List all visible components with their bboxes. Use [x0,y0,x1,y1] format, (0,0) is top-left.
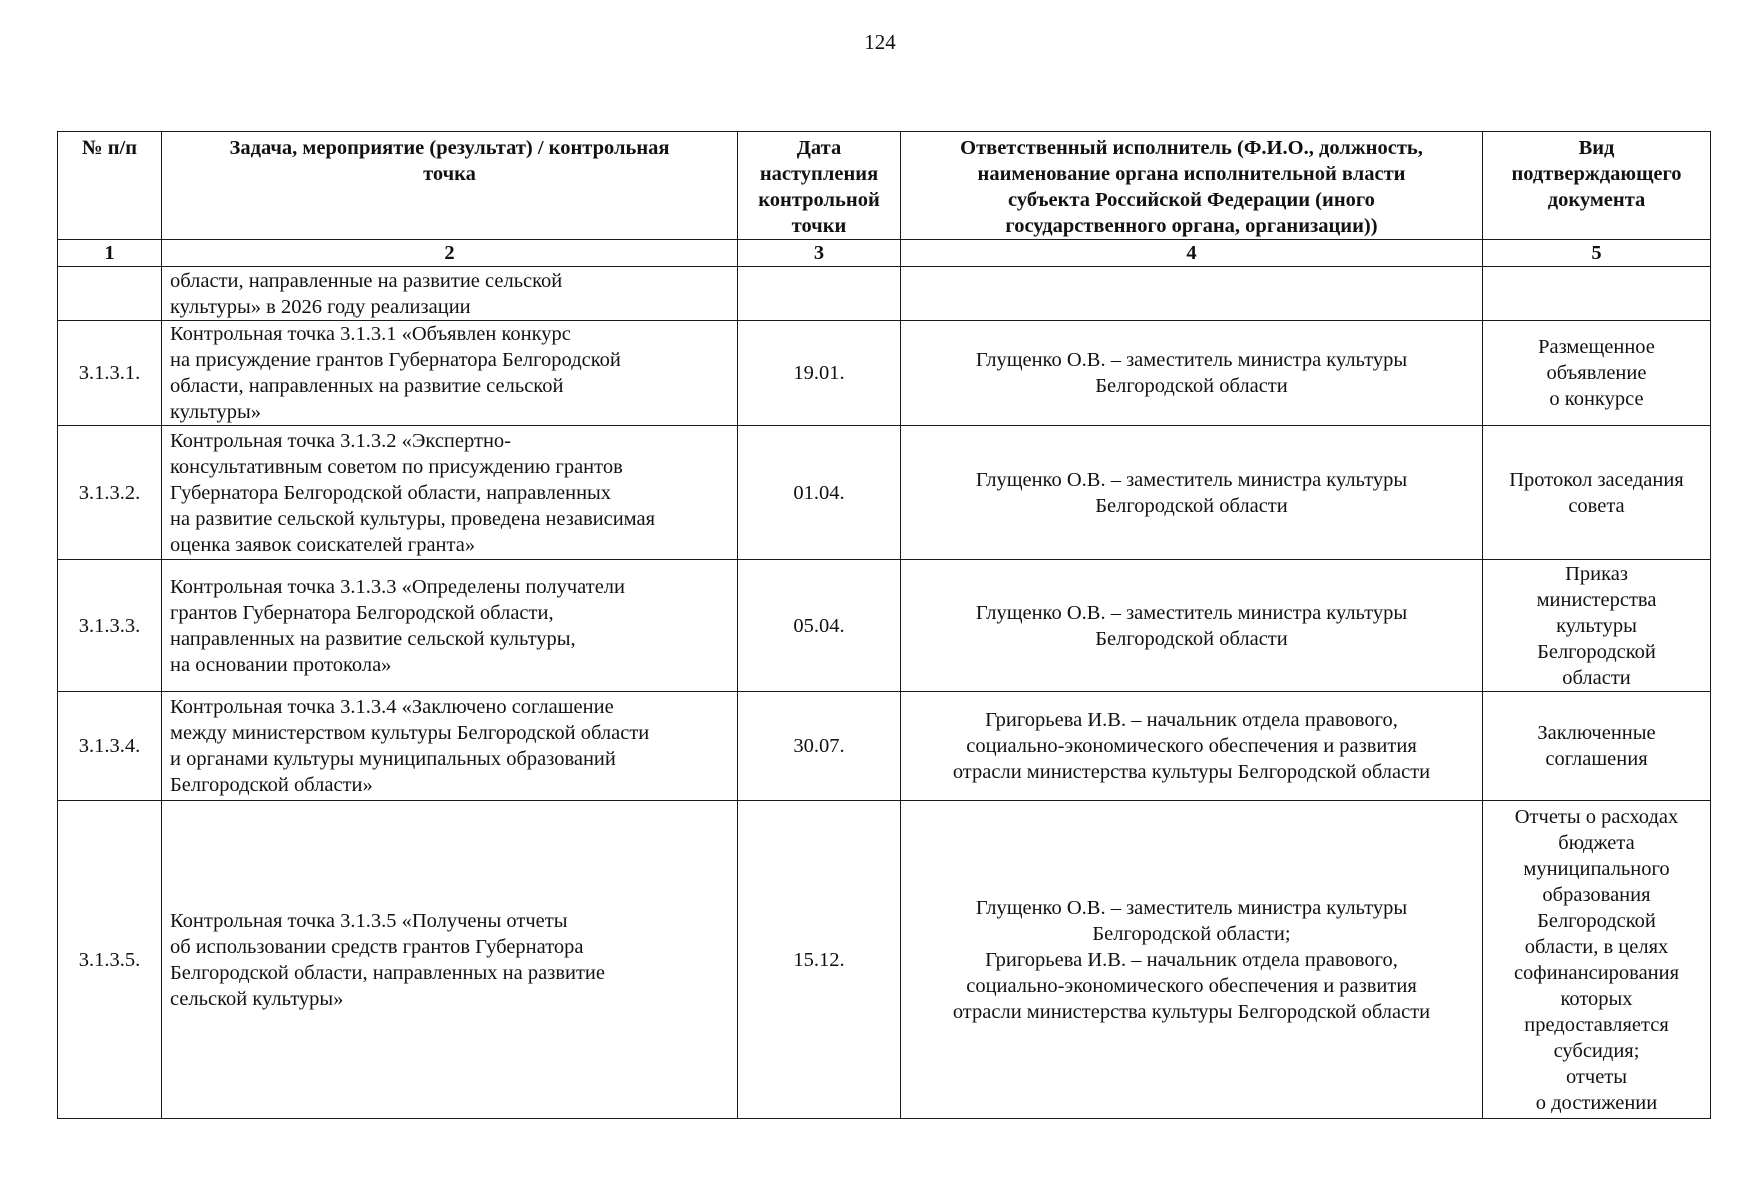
row-document: Протокол заседания совета [1483,426,1711,560]
row-task: Контрольная точка 3.1.3.3 «Определены получатели грантов Губернатора Белгородской области, направленных на развитие сельской культуры, на основании протокола» [162,560,738,692]
table-row [58,692,1711,801]
row-task: Контрольная точка 3.1.3.5 «Получены отчеты об использовании средств грантов Губернатора Белгородской области, направленных на развитие сельской культуры» [162,801,738,1119]
row-date [738,267,901,321]
row-date: 15.12. [738,801,901,1119]
row-date: 30.07. [738,692,901,801]
table-row [58,801,1711,1119]
row-responsible: Глущенко О.В. – заместитель министра культуры Белгородской области; Григорьева И.В. – начальник отдела правового, социально-экономического обеспечения и развития отрасли министерства культуры Белгородской области [901,801,1483,1119]
column-number: 3 [738,240,901,267]
row-document: Заключенные соглашения [1483,692,1711,801]
row-task: Контрольная точка 3.1.3.1 «Объявлен конкурс на присуждение грантов Губернатора Белгородской области, направленных на развитие сельской культуры» [162,321,738,426]
table-row [58,267,1711,321]
row-task: Контрольная точка 3.1.3.2 «Экспертно- консультативным советом по присуждению грантов Губернатора Белгородской области, направленных на развитие сельской культуры, проведена независимая оценка заявок соискателей гранта» [162,426,738,560]
row-document: Приказ министерства культуры Белгородской области [1483,560,1711,692]
row-number [58,267,162,321]
row-document: Отчеты о расходах бюджета муниципального образования Белгородской области, в целях софинансирования которых предоставляется субсидия; отчеты о достижении [1483,801,1711,1119]
page-number: 124 [864,30,896,54]
header-task: Задача, мероприятие (результат) / контрольная точка [162,132,738,240]
row-number: 3.1.3.1. [58,321,162,426]
row-date: 19.01. [738,321,901,426]
row-number: 3.1.3.5. [58,801,162,1119]
header-responsible: Ответственный исполнитель (Ф.И.О., должность, наименование органа исполнительной власти субъекта Российской Федерации (иного государственного органа, организации)) [901,132,1483,240]
row-document [1483,267,1711,321]
row-responsible: Григорьева И.В. – начальник отдела правового, социально-экономического обеспечения и развития отрасли министерства культуры Белгородской области [901,692,1483,801]
header-number: № п/п [58,132,162,240]
column-number: 1 [58,240,162,267]
column-number-row [58,240,1711,267]
row-responsible: Глущенко О.В. – заместитель министра культуры Белгородской области [901,560,1483,692]
column-number: 5 [1483,240,1711,267]
control-points-table [57,131,1711,1119]
table-row [58,321,1711,426]
row-number: 3.1.3.3. [58,560,162,692]
column-number: 4 [901,240,1483,267]
row-task: Контрольная точка 3.1.3.4 «Заключено соглашение между министерством культуры Белгородской области и органами культуры муниципальных образований Белгородской области» [162,692,738,801]
row-number: 3.1.3.4. [58,692,162,801]
table-row [58,426,1711,560]
header-document: Вид подтверждающего документа [1483,132,1711,240]
row-responsible: Глущенко О.В. – заместитель министра культуры Белгородской области [901,321,1483,426]
row-date: 01.04. [738,426,901,560]
header-row [58,132,1711,240]
row-responsible [901,267,1483,321]
row-date: 05.04. [738,560,901,692]
row-document: Размещенное объявление о конкурсе [1483,321,1711,426]
row-task: области, направленные на развитие сельской культуры» в 2026 году реализации [162,267,738,321]
column-number: 2 [162,240,738,267]
row-responsible: Глущенко О.В. – заместитель министра культуры Белгородской области [901,426,1483,560]
table-row [58,560,1711,692]
row-number: 3.1.3.2. [58,426,162,560]
header-date: Дата наступления контрольной точки [738,132,901,240]
